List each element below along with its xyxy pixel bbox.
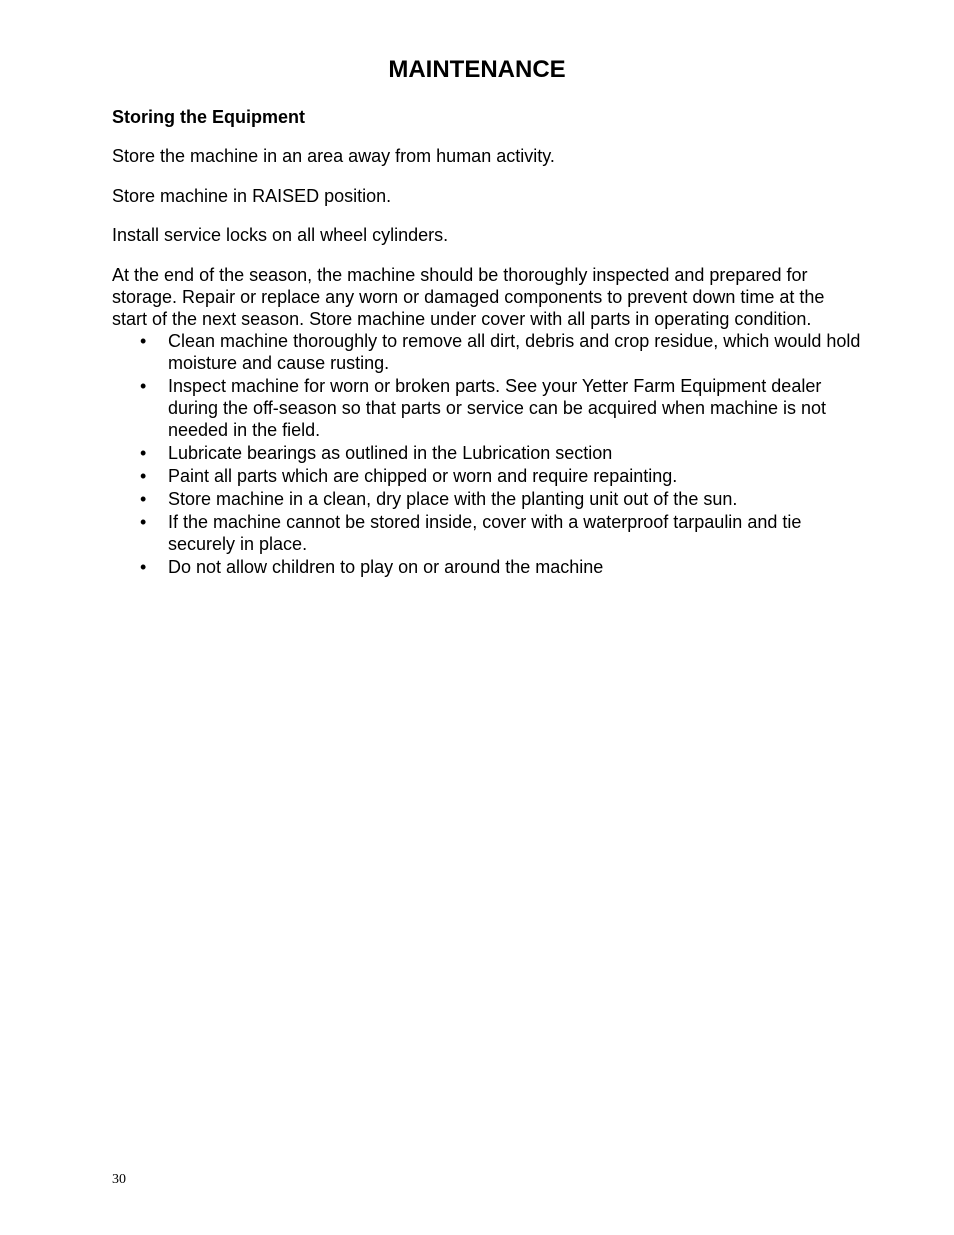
bullet-icon: • [140, 512, 147, 532]
bullet-icon: • [140, 489, 147, 509]
list-item-text: If the machine cannot be stored inside, cover with a waterproof tarpaulin and tie securely in place. [168, 512, 802, 554]
bullet-icon: • [140, 331, 147, 351]
list-item [112, 442, 862, 464]
bullet-icon: • [140, 557, 147, 577]
list-item-text: Inspect machine for worn or broken parts. See your Yetter Farm Equipment dealer during the off-season so that parts or service can be acquired when machine is not needed in the field. [168, 376, 827, 440]
list-item [112, 330, 862, 374]
bullet-icon: • [140, 443, 147, 463]
list-item-text: Paint all parts which are chipped or worn and require repainting. [168, 466, 678, 486]
list-item [112, 511, 862, 555]
list-item-text: Lubricate bearings as outlined in the Lubrication section [168, 443, 613, 463]
bullet-icon: • [140, 376, 147, 396]
list-item [112, 375, 862, 441]
bullet-icon: • [140, 466, 147, 486]
list-item-text: Clean machine thoroughly to remove all dirt, debris and crop residue, which would hold moisture and cause rusting. [168, 331, 861, 373]
section-heading: Storing the Equipment [112, 107, 305, 127]
page-title: MAINTENANCE [388, 56, 566, 83]
list-item [112, 556, 862, 578]
paragraph-end-of-season: At the end of the season, the machine should be thoroughly inspected and prepared for storage. Repair or replace any worn or damaged components to prevent down time at the start of the next season. Store machine under cover with all parts in operating condition. [112, 265, 825, 329]
list-item [112, 465, 862, 487]
list-item-text: Do not allow children to play on or around the machine [168, 557, 604, 577]
list-item [112, 488, 862, 510]
paragraph-raised-position: Store machine in RAISED position. [112, 186, 392, 206]
list-item-text: Store machine in a clean, dry place with the planting unit out of the sun. [168, 489, 738, 509]
storage-checklist [112, 330, 862, 579]
paragraph-store-location: Store the machine in an area away from human activity. [112, 146, 555, 166]
paragraph-service-locks: Install service locks on all wheel cylinders. [112, 225, 449, 245]
page-number: 30 [112, 1172, 126, 1187]
